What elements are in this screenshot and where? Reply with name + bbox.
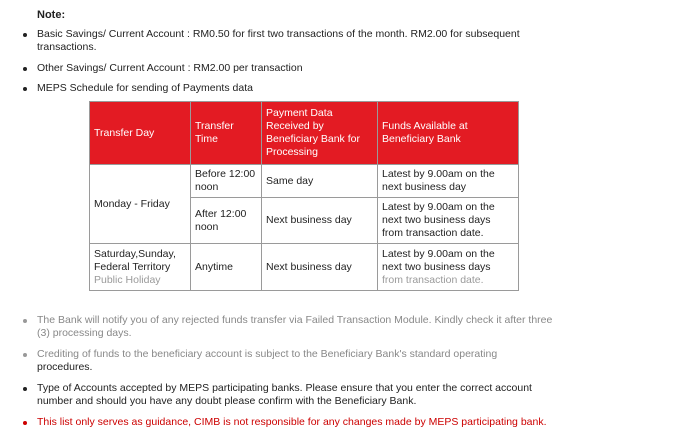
bullet-account-types: [23, 382, 568, 408]
bullet-dot: [23, 87, 27, 91]
cell-after-received: Next business day: [262, 198, 378, 244]
bullet-dot: [23, 33, 27, 37]
bullet-dot: [23, 319, 27, 323]
header-funds-available: Funds Available at Beneficiary Bank: [378, 102, 519, 165]
header-payment-data: Payment Data Received by Beneficiary Bank for Processing: [262, 102, 378, 165]
bullet-text: MEPS Schedule for sending of Payments data: [37, 82, 253, 94]
cell-before-funds: Latest by 9.00am on the next business day: [378, 165, 519, 198]
weekend-funds-extra: from transaction date.: [382, 273, 484, 286]
bullet-text: The Bank will notify you of any rejected funds transfer via Failed Transaction Module. Kindly check it after three (3) processing days.: [37, 314, 553, 339]
cell-weekend: [90, 244, 191, 291]
bullet-text: Type of Accounts accepted by MEPS participating banks. Please ensure that you enter the correct account number and should you have any doubt please confirm with the Beneficiary Bank.: [37, 382, 532, 407]
bullet-text-continued: procedures.: [37, 361, 93, 373]
bullet-dot: [23, 353, 27, 357]
bullet-crediting-funds: [23, 348, 568, 374]
bullet-dot: [23, 387, 27, 391]
cell-weekend-time: Anytime: [191, 244, 262, 291]
cell-before-time: Before 12:00 noon: [191, 165, 262, 198]
bullet-disclaimer: [23, 416, 568, 429]
bullet-dot: [23, 67, 27, 71]
cell-weekend-funds: [378, 244, 519, 291]
bullet-basic-savings: [23, 28, 568, 54]
note-title: Note:: [37, 9, 66, 21]
cell-weekday: Monday - Friday: [90, 165, 191, 244]
header-transfer-day: Transfer Day: [90, 102, 191, 165]
bullet-meps-schedule: [23, 82, 568, 95]
bullet-text: Basic Savings/ Current Account : RM0.50 for first two transactions of the month. RM2.00 for subsequent transactions.: [37, 28, 520, 53]
weekend-days: Saturday,Sunday, Federal Territory: [94, 247, 176, 273]
meps-schedule-table: [89, 101, 519, 291]
cell-after-funds: Latest by 9.00am on the next two business days from transaction date.: [378, 198, 519, 244]
bullet-text: Other Savings/ Current Account : RM2.00 per transaction: [37, 62, 303, 74]
bullet-other-savings: [23, 62, 568, 75]
table-row: [90, 244, 519, 291]
cell-weekend-received: Next business day: [262, 244, 378, 291]
table-header-row: [90, 102, 519, 165]
cell-before-received: Same day: [262, 165, 378, 198]
bullet-dot: [23, 421, 27, 425]
cell-after-time: After 12:00 noon: [191, 198, 262, 244]
table-row: [90, 165, 519, 198]
header-transfer-time: Transfer Time: [191, 102, 262, 165]
weekend-holiday: Public Holiday: [94, 273, 161, 286]
bullet-text: This list only serves as guidance, CIMB is not responsible for any changes made by MEPS participating bank.: [37, 416, 547, 428]
bullet-rejected-transfer: [23, 314, 568, 340]
bullet-text: Crediting of funds to the beneficiary account is subject to the Beneficiary Bank's standard operating: [37, 348, 498, 360]
weekend-funds-text: Latest by 9.00am on the next two business days: [382, 247, 495, 273]
